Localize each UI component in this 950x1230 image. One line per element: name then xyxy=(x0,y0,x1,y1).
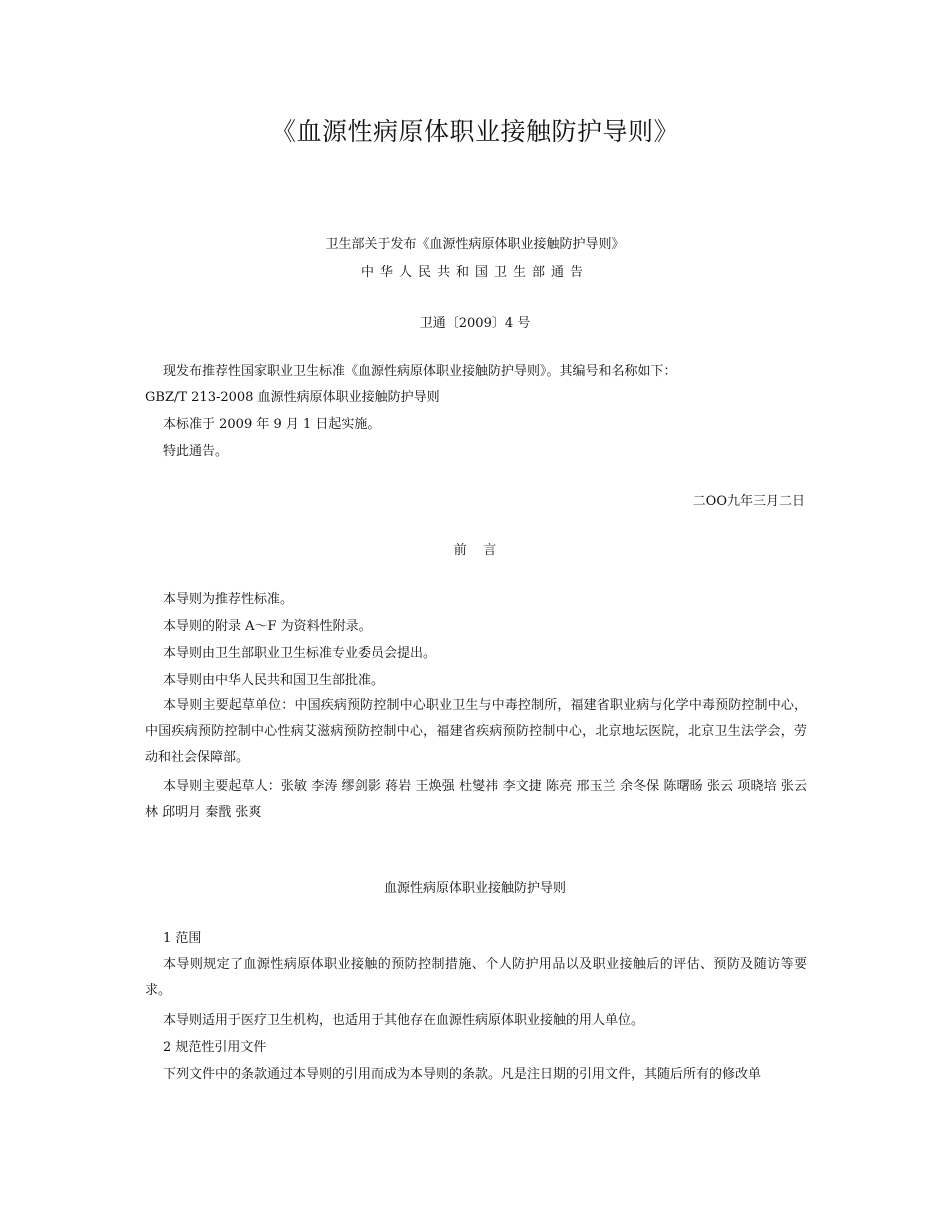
section-2-heading: 2 规范性引用文件 xyxy=(163,1040,267,1055)
body-document-title: 血源性病原体职业接触防护导则 xyxy=(383,881,566,896)
notice-closing: 特此通告。 xyxy=(163,444,229,459)
notice-standard-line: GBZ/T 213-2008 血源性病原体职业接触防护导则 xyxy=(145,390,440,405)
section-2-paragraph-1: 下列文件中的条款通过本导则的引用而成为本导则的条款。凡是注日期的引用文件，其随后所有的修改单 xyxy=(163,1067,762,1082)
notice-doc-number: 卫通〔2009〕4 号 xyxy=(419,316,531,331)
section-1-paragraph-1: 本导则规定了血源性病原体职业接触的预防控制措施、个人防护用品以及职业接触后的评估、预防及随访等要求。 xyxy=(145,957,807,998)
foreword-paragraph-3: 本导则由卫生部职业卫生标准专业委员会提出。 xyxy=(163,646,437,661)
notice-date: 二OO九年三月二日 xyxy=(692,494,805,509)
notice-issuer: 中华人民共和国卫生部通告 xyxy=(360,265,589,280)
section-1-paragraph-2: 本导则适用于医疗卫生机构，也适用于其他存在血源性病原体职业接触的用人单位。 xyxy=(163,1013,645,1028)
section-1-heading: 1 范围 xyxy=(163,931,202,946)
foreword-paragraph-4: 本导则由中华人民共和国卫生部批准。 xyxy=(163,673,385,688)
foreword-paragraph-2: 本导则的附录 A～F 为资料性附录。 xyxy=(163,619,372,634)
notice-effective-date: 本标准于 2009 年 9 月 1 日起实施。 xyxy=(163,417,381,432)
foreword-drafters: 本导则主要起草人：张敏 李涛 缪剑影 蒋岩 王焕强 杜燮祎 李文捷 陈亮 邢玉兰 余冬保 陈曙旸 张云 项晓培 张云林 邱明月 秦戬 张爽 xyxy=(145,779,807,820)
notice-subtitle: 卫生部关于发布《血源性病原体职业接触防护导则》 xyxy=(325,237,625,252)
document-title: 《血源性病原体职业接触防护导则》 xyxy=(270,117,679,146)
foreword-heading: 前 言 xyxy=(453,543,497,558)
notice-body-intro: 现发布推荐性国家职业卫生标准《血源性病原体职业接触防护导则》。其编号和名称如下： xyxy=(163,364,677,379)
foreword-drafting-units: 本导则主要起草单位：中国疾病预防控制中心职业卫生与中毒控制所，福建省职业病与化学中毒预防控制中心，中国疾病预防控制中心性病艾滋病预防控制中心，福建省疾病预防控制中心，北京地坛医院，北京卫生法学会，劳动和社会保障部。 xyxy=(145,698,807,765)
foreword-paragraph-1: 本导则为推荐性标准。 xyxy=(163,592,294,607)
